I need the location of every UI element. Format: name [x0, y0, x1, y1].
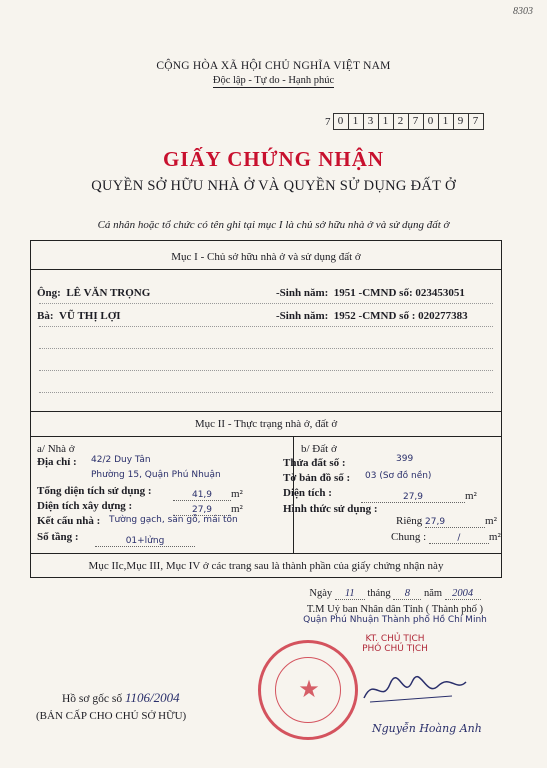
shared-area-row: Chung : / m² [391, 531, 501, 543]
owner2-name-row: Bà: VŨ THỊ LỢI [37, 310, 121, 322]
serial-digit: 1 [348, 113, 364, 130]
signer-role2: PHÓ CHỦ TỊCH [362, 644, 428, 654]
private-area-row: Riêng 27,9 m² [396, 515, 497, 527]
map-value: 03 (Sơ đồ nền) [365, 471, 432, 481]
map-label: Tờ bản đồ số : [283, 472, 351, 484]
plot-value: 399 [396, 454, 414, 464]
structure-value: Tường gạch, sàn gỗ, mái tôn [109, 515, 238, 525]
authority-line2: Quận Phú Nhuận Thành phố Hồ Chí Minh [303, 615, 487, 625]
serial-digit: 3 [363, 113, 379, 130]
serial-digit: 2 [393, 113, 409, 130]
serial-digit: 1 [378, 113, 394, 130]
signer-name: Nguyễn Hoàng Anh [372, 722, 482, 735]
usage-label: Hình thức sử dụng : [283, 503, 378, 515]
section2-title: Mục II - Thực trạng nhà ở, đất ở [194, 418, 338, 430]
total-area-label: Tổng diện tích sử dụng : [37, 485, 152, 497]
owner2-id-row: -Sinh năm: 1952 -CMND số : 020277383 [276, 310, 468, 322]
floors-row: 01+lửng [95, 530, 195, 548]
star-icon: ★ [298, 675, 320, 703]
signer-role1: KT. CHỦ TỊCH [365, 634, 425, 644]
house-address-line2: Phường 15, Quận Phú Nhuận [91, 470, 221, 480]
nation-header: CỘNG HÒA XÃ HỘI CHỦ NGHĨA VIỆT NAM [156, 60, 391, 72]
house-address-line1: 42/2 Duy Tân [91, 455, 151, 465]
intro-text: Cá nhân hoặc tổ chức có tên ghi tại mục I là chủ sở hữu nhà ở và sử dụng đất ở [97, 219, 450, 231]
corner-number: 8303 [513, 6, 533, 17]
built-area-row: 27,9 m² [173, 499, 243, 517]
land-area-row: 27,9 m² [361, 486, 477, 504]
document-title: GIẤY CHỨNG NHẬN [162, 147, 385, 171]
authority-line1: T.M Uỷ ban Nhân dân Tỉnh ( Thành phố ) [306, 604, 484, 615]
certificate-frame [30, 240, 502, 578]
total-area-row: 41,9 m² [173, 484, 243, 502]
motto: Độc lập - Tự do - Hạnh phúc [212, 75, 335, 86]
section1-title: Mục I - Chủ sở hữu nhà ở và sử dụng đất ở [171, 251, 361, 263]
record-number: Hồ sơ gốc số 1106/2004 [62, 690, 180, 705]
serial-first-digit: 7 [325, 115, 331, 128]
serial-digit: 7 [468, 113, 484, 130]
issue-date: Ngày 11 tháng 8 năm 2004 [270, 588, 520, 600]
floors-label: Số tầng : [37, 531, 79, 543]
serial-digit: 9 [453, 113, 469, 130]
serial-digit: 0 [333, 113, 349, 130]
built-area-label: Diện tích xây dựng : [37, 500, 133, 512]
owner1-name-row: Ông: LÊ VĂN TRỌNG [37, 287, 151, 299]
owner1-id-row: -Sinh năm: 1951 -CMND số: 023453051 [276, 287, 465, 299]
plot-label: Thửa đất số : [283, 457, 346, 469]
house-address-label: Địa chỉ : [37, 456, 77, 468]
serial-digit: 0 [423, 113, 439, 130]
copy-note: (BẢN CẤP CHO CHỦ SỞ HỮU) [36, 710, 187, 722]
handwritten-signature [360, 670, 470, 715]
serial-number [325, 113, 484, 130]
land-heading: b/ Đất ở [301, 443, 337, 455]
footer-note: Mục IIc,Mục III, Mục IV ở các trang sau là thành phần của giấy chứng nhận này [88, 560, 444, 572]
serial-digit: 1 [438, 113, 454, 130]
official-seal [258, 640, 358, 740]
document-subtitle: QUYỀN SỞ HỮU NHÀ Ở VÀ QUYỀN SỬ DỤNG ĐẤT Ở [91, 178, 456, 194]
land-area-label: Diện tích : [283, 487, 332, 499]
structure-label: Kết cấu nhà : [37, 515, 101, 527]
serial-digit: 7 [408, 113, 424, 130]
house-heading: a/ Nhà ở [37, 443, 75, 455]
